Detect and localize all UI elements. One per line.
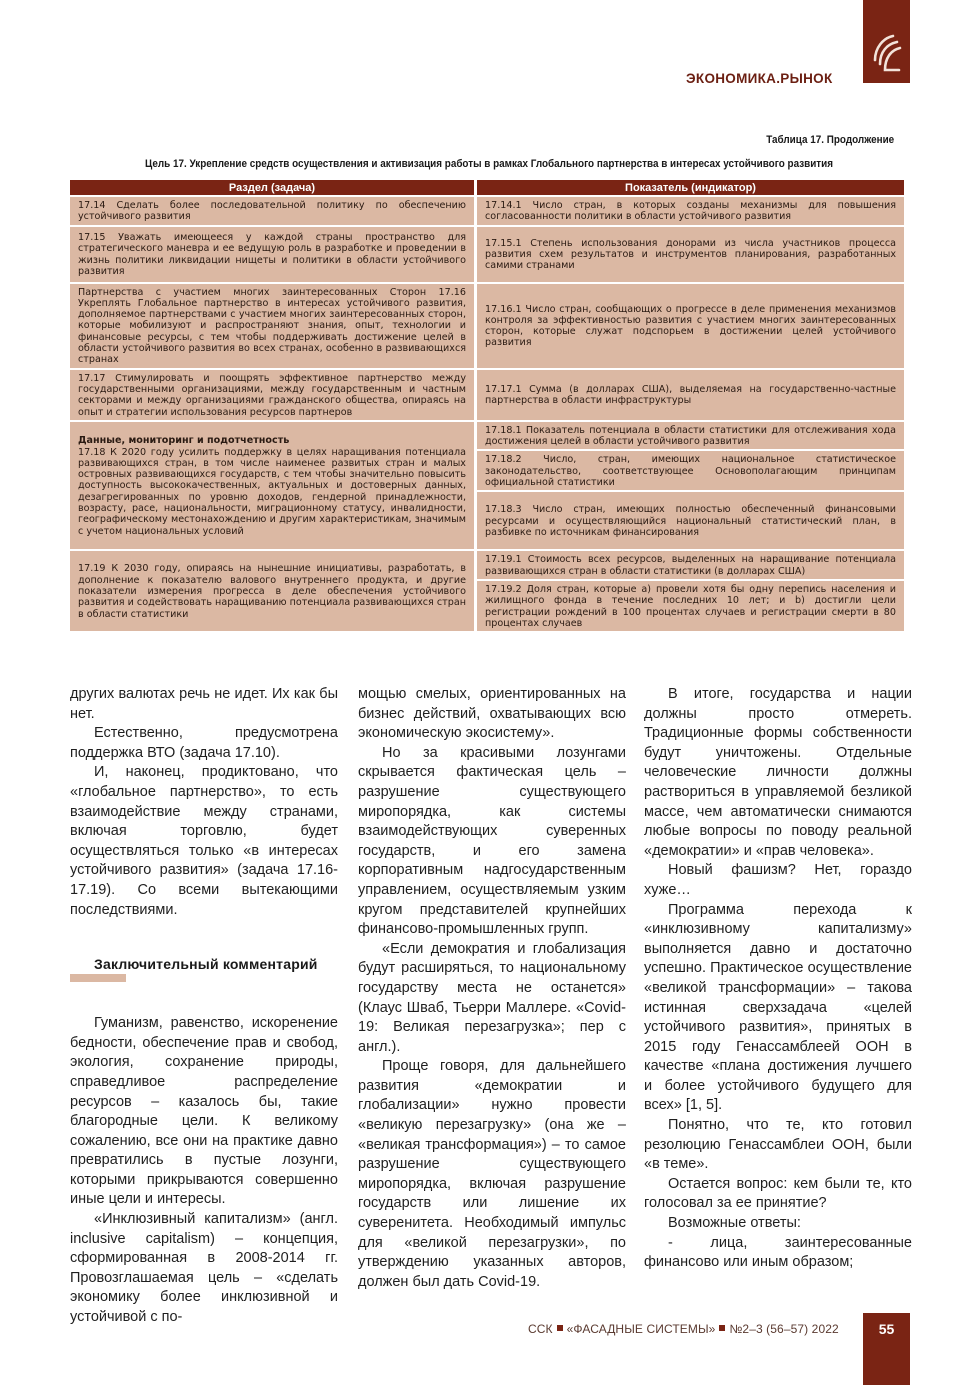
page-number-badge <box>863 1313 910 1385</box>
paragraph: Остается вопрос: кем были те, кто голосовал за ее принятие? <box>644 1175 912 1212</box>
table-row <box>70 284 904 368</box>
paragraph: Понятно, что те, кто готовил резолюцию Генассамблеи ООН, были «в теме». <box>644 1117 912 1173</box>
paragraph: Но за красивыми лозунгами скрывается фактическая цель – разрушение существующего миропорядка, как системы взаимодействующих суверенных государств, и его замена корпоративным надгосударственным управлением, осуществляемым узким кругом представителей крупнейших финансово-промышленных групп. <box>358 744 626 938</box>
table-row <box>70 227 904 282</box>
table-row <box>70 422 904 450</box>
paragraph: Программа перехода к «инклюзивному капитализму» выполняется давно и достаточно успешно. Практическое осуществление «великой трансформации» – такова истинная сверхзадача «целей устойчивого развития», принятых в 2015 году Генассамблеей ООН в качестве «плана достижения лучшего и более устойчивого будущего для всех» [1, 5]. <box>644 901 912 1114</box>
paragraph: других валютах речь не идет. Их как бы нет. <box>70 686 338 722</box>
task-cell <box>70 422 474 549</box>
paragraph: И, наконец, продиктовано, что «глобальное партнерство», то есть взаимодействие между странами, включая торговлю, будет осуществляться только «в интересах устойчивого развития» (задача 17.16-17.19). Со всеми вытекающими последствиями. <box>70 764 338 918</box>
subheading-accent-bar <box>70 974 126 982</box>
separator-square-icon <box>557 1325 563 1331</box>
paragraph: мощью смелых, ориентированных на бизнес действий, охватывающих всю экономическую экосистему». <box>358 686 626 742</box>
table-header-row <box>70 180 904 195</box>
subheading: Заключительный комментарий <box>94 956 318 973</box>
footer-journal: «ФАСАДНЫЕ СИСТЕМЫ» <box>566 1322 716 1336</box>
paragraph: «Если демократия и глобализация будут расширяться, то национальному государству места не останется» (Клаус Шваб, Тьерри Маллере. «Covid-19: Великая перезагрузка»; пер с англ.). <box>358 940 626 1055</box>
table-row <box>70 370 904 420</box>
header-task: Раздел (задача) <box>70 180 474 195</box>
paragraph: В итоге, государства и нации должны просто отмереть. Традиционные формы собственности будут уничтожены. Отдельные человеческие личности должны раствориться в управляемой безликой массе, чем автоматически снимаются любые вопросы по поводу реальной «демократии» и «прав человека». <box>644 686 912 859</box>
paragraph: Новый фашизм? Нет, гораздо хуже… <box>644 862 912 898</box>
indicator-cell: 17.18.3 Число стран, имеющих полностью обеспеченный финансовыми ресурсами и осуществляющийся национальный статистический план, в разбивке по источникам финансирования <box>477 492 904 549</box>
paragraph: Проще говоря, для дальнейшего развития «демократии и глобализации» нужно провести «великую перезагрузку» (она же – «великая трансформация») – то самое разрушение существующего миропорядка, включая разрушение государств или лишение их суверенитета. Необходимый импульс для «великой перезагрузки», по утверждению указанных авторов, должен был дать Covid-19. <box>358 1058 626 1290</box>
paragraph: Гуманизм, равенство, искоренение бедности, обеспечение прав и свобод, экология, сохранение природы, справедливое распределение ресурсов – казалось бы, такие благородные цели. К великому сожалению, все они на практике давно превратились в пустые лозунги, которыми прикрываются совершенно иные цели и интересы. <box>70 1015 338 1208</box>
indicator-cell: 17.16.1 Число стран, сообщающих о прогрессе в деле применения механизмов контроля за эффективностью развития с участием многих заинтересованных сторон, которые служат подспорьем в достижении целей устойчивого развития <box>477 284 904 368</box>
task-cell: 17.19 К 2030 году, опираясь на нынешние инициативы, разработать, в дополнение к показателю валового внутреннего продукта, и другие показатели измерения прогресса в деле обеспечения устойчивого развития и содействовать наращиванию потенциала развивающихся стран в области статистики <box>70 551 474 631</box>
paragraph: Естественно, предусмотрена поддержка ВТО (задача 17.10). <box>70 725 338 761</box>
task-cell: 17.15 Уважать имеющееся у каждой страны пространство для стратегического маневра и ее ведущую роль в разработке и проведении в жизнь политики ликвидации нищеты и политики в области устойчивого развития <box>70 227 474 282</box>
paragraph: «Инклюзивный капитализм» (англ. inclusive capitalism) – концепция, сформированная в 2008-2014 гг. Провозглашаемая цель – «сделать экономику более инклюзивной и устойчивой с по- <box>70 1211 338 1326</box>
page-number: 55 <box>878 1321 895 1337</box>
indicator-cell: 17.18.2 Число, стран, имеющих национальное статистическое законодательство, соответствующее Основополагающим принципам официальной статистики <box>477 451 904 490</box>
task-text: 17.18 К 2020 году усилить поддержку в целях наращивания потенциала развивающихся стран, в том числе наименее развитых стран и малых островных развивающихся государств, с тем чтобы значительно повысить доступность высококачественных, актуальных и достоверных данных, дезагрегированных по уровню доходов, гендерной принадлежности, возрасту, расе, национальности, миграционному статусу, инвалидности, географическому местонахождению и другим характеристикам, значимым с учетом национальных условий <box>78 446 466 537</box>
task-cell: Партнерства с участием многих заинтересованных Сторон 17.16 Укреплять Глобальное партнерство в интересах устойчивого развития, дополняемое партнерствами с участием многих заинтересованных сторон, которые мобилизуют и распространяют знания, опыт, технологии и финансовые ресурсы, с тем чтобы поддерживать достижение целей в области устойчивого развития во всех странах, особенно в развивающихся странах <box>70 284 474 368</box>
footer-issue: №2–3 (56–57) 2022 <box>729 1322 839 1336</box>
indicator-cell: 17.18.1 Показатель потенциала в области статистики для отслеживания хода достижения целей в области устойчивого развития <box>477 422 904 450</box>
paragraph: Возможные ответы: <box>668 1215 801 1232</box>
journal-logo <box>863 0 910 83</box>
header-indicator: Показатель (индикатор) <box>477 180 904 195</box>
goal-table <box>67 178 907 633</box>
table-caption: Таблица 17. Продолжение <box>766 134 894 146</box>
task-cell: 17.17 Стимулировать и поощрять эффективное партнерство между государственными организациями, между государственным и частным секторами и между организациями гражданского общества, опираясь на опыт и стратегии использования ресурсов партнеров <box>70 370 474 420</box>
section-title: ЭКОНОМИКА.РЫНОК <box>686 71 833 86</box>
footer-journal-info <box>528 1322 839 1336</box>
indicator-cell: 17.19.1 Стоимость всех ресурсов, выделенных на наращивание потенциала развивающихся стран в области статистики (в долларах США) <box>477 551 904 579</box>
table-row <box>70 551 904 579</box>
task-subheading: Данные, мониторинг и подотчетность <box>78 435 290 447</box>
table-row <box>70 197 904 225</box>
article-column-3 <box>644 685 912 1273</box>
indicator-cell: 17.14.1 Число стран, в которых созданы механизмы для повышения согласованности политики в области устойчивого развития <box>477 197 904 225</box>
table-goal-title: Цель 17. Укрепление средств осуществления и активизация работы в рамках Глобального партнерства в интересах устойчивого развития <box>144 158 834 170</box>
indicator-cell: 17.19.2 Доля стран, которые a) провели хотя бы одну перепись населения и жилищного фонда в течение последних 10 лет; и b) достигли цели регистрации рождений в 100 процентах случаев и регистрации смерти в 80 процентах случаев <box>477 581 904 631</box>
article-column-2 <box>358 685 626 1292</box>
separator-square-icon <box>719 1325 725 1331</box>
subheading-block <box>70 956 338 992</box>
paragraph: - лица, заинтересованные финансово или иным образом; <box>644 1234 912 1271</box>
task-cell: 17.14 Сделать более последовательной политику по обеспечению устойчивого развития <box>70 197 474 225</box>
footer-publisher: ССК <box>528 1322 553 1336</box>
indicator-cell: 17.17.1 Сумма (в долларах США), выделяемая на государственно-частные партнерства в области инфраструктуры <box>477 370 904 420</box>
article-column-1 <box>70 685 338 1328</box>
indicator-cell: 17.15.1 Степень использования донорами из числа участников процесса развития схем результатов и инструментов планирования, разработанных самими странами <box>477 227 904 282</box>
journal-logo-icon <box>869 30 903 78</box>
